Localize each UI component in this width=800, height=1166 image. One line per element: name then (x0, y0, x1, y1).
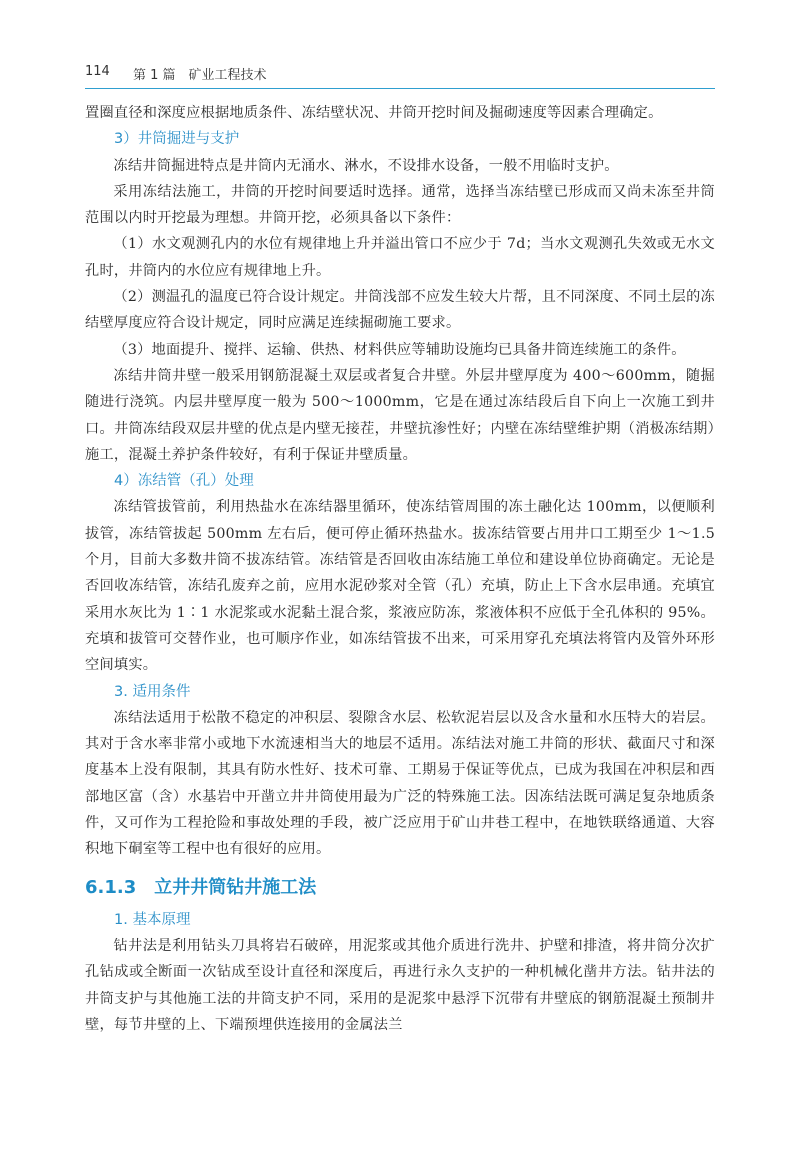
list-item: （1）水文观测孔内的水位有规律地上升并溢出管口不应少于 7d；当水文观测孔失效或无水文孔时，井筒内的水位应有规律地上升。 (85, 236, 715, 279)
subsection-heading: 3）井筒掘进与支护 (114, 131, 240, 148)
paragraph: 冻结井筒掘进特点是井筒内无涌水、淋水，不设排水设备，一般不用临时支护。 (113, 157, 619, 174)
paragraph: 采用冻结法施工，井筒的开挖时间要适时选择。通常，选择当冻结壁已形成而又尚未冻至井筒范围以内时开挖最为理想。井筒开挖，必须具备以下条件： (85, 183, 715, 227)
subsection-heading: 4）冻结管（孔）处理 (114, 473, 254, 490)
paragraph: 冻结法适用于松散不稳定的冲积层、裂隙含水层、松软泥岩层以及含水量和水压特大的岩层。其对于含水率非常小或地下水流速相当大的地层不适用。冻结法对施工井筒的形状、截面尺寸和深度基本上没有限制，其具有防水性好、技术可靠、工期易于保证等优点，已成为我国在冲积层和西部地区富（含）水基岩中开凿立井井筒使用最为广泛的特殊施工法。因冻结法既可满足复杂地质条件，又可作为工程抢险和事故处理的手段，被广泛应用于矿山井巷工程中，在地铁联络通道、大容积地下硐室等工程中也有很好的应用。 (85, 709, 715, 858)
list-item: （2）测温孔的温度已符合设计规定。井筒浅部不应发生较大片帮，且不同深度、不同土层的冻结壁厚度应符合设计规定，同时应满足连续掘砌施工要求。 (85, 289, 715, 332)
paragraph: 冻结井筒井壁一般采用钢筋混凝土双层或者复合井壁。外层井壁厚度为 400～600mm，随掘随进行浇筑。内层井壁厚度一般为 500～1000mm，它是在通过冻结段后自下向上一次施工到井口。井筒冻结段双层井壁的优点是内壁无接茬，井壁抗渗性好；内壁在冻结壁维护期（消极冻结期）施工，混凝土养护条件较好，有利于保证井壁质量。 (85, 367, 715, 463)
section-number: 6.1.3 (85, 876, 137, 898)
list-item: （3）地面提升、搅拌、运输、供热、材料供应等辅助设施均已具备井筒连续施工的条件。 (113, 341, 686, 358)
subsection-heading: 1. 基本原理 (114, 911, 191, 928)
page-body (85, 100, 715, 1038)
paragraph: 钻井法是利用钻头刀具将岩石破碎，用泥浆或其他介质进行洗井、护壁和排渣，将井筒分次扩孔钻成或全断面一次钻成至设计直径和深度后，再进行永久支护的一种机械化凿井方法。钻井法的井筒支护与其他施工法的井筒支护不同，采用的是泥浆中悬浮下沉带有井壁底的钢筋混凝土预制井壁，每节井壁的上、下端预埋供连接用的金属法兰 (85, 937, 715, 1033)
subsection-heading: 3. 适用条件 (114, 683, 191, 700)
page-number: 114 (85, 64, 110, 79)
header-divider (85, 88, 715, 89)
section-heading (85, 875, 715, 901)
paragraph: 冻结管拔管前，利用热盐水在冻结器里循环，使冻结管周围的冻土融化达 100mm，以便顺利拔管，冻结管拔起 500mm 左右后，便可停止循环热盐水。拔冻结管要占用井口工期至少 1～1.5 个月，目前大多数井筒不拔冻结管。冻结管是否回收由冻结施工单位和建设单位协商确定。无论是否回收冻结管，冻结孔废弃之前，应用水泥砂浆对全管（孔）充填，防止上下含水层串通。充填宜采用水灰比为 1∶1 水泥浆或水泥黏土混合浆，浆液应防冻，浆液体积不应低于全孔体积的 95%。充填和拔管可交替作业，也可顺序作业，如冻结管拔不出来，可采用穿孔充填法将管内及管外环形空间填实。 (85, 499, 715, 674)
paragraph: 置圈直径和深度应根据地质条件、冻结壁状况、井筒开挖时间及掘砌速度等因素合理确定。 (85, 105, 663, 121)
section-title: 立井井筒钻井施工法 (154, 876, 317, 898)
chapter-title: 第 1 篇 矿业工程技术 (133, 68, 267, 83)
page-header (85, 64, 715, 88)
